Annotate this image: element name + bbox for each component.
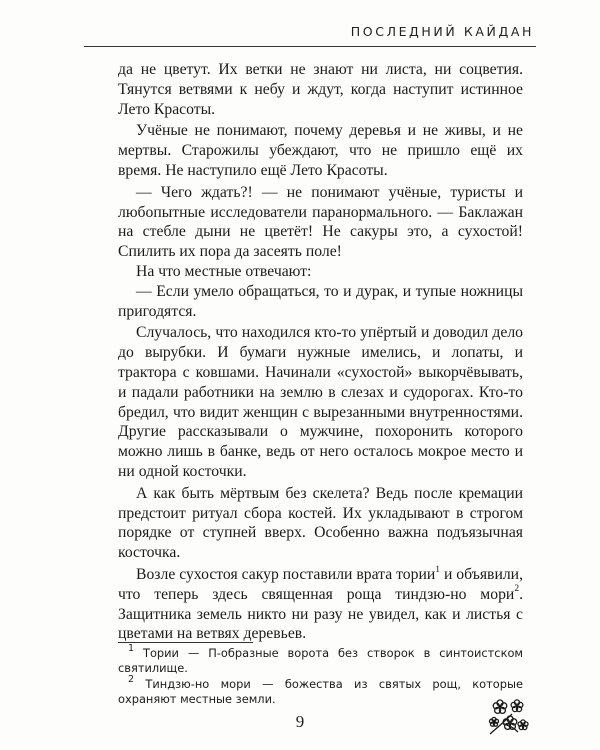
paragraph-6: Случалось, что находился кто-то упёртый и доводил дело до вырубки. И бумаги нужные имелись, и лопаты, и трактора с ковшами. Начинали «сухостой» выкорчёвывать, и падали работники на землю в слезах и судорогах. Кто-то бредил, что видит женщин с вырезанными внутренностями. Другие рассказывали о мужчине, похоронить которого можно лишь в банке, ведь от него осталось мокрое место и ни одной косточки. — [118, 324, 523, 480]
paragraph-2: Учёные не понимают, почему деревья и не живы, и не мертвы. Старожилы убеждают, что не пришло ещё их время. Не наступило ещё Лето Красоты. — [118, 122, 523, 179]
paragraph-8-part-1: Возле сухостоя сакур поставили врата тории — [136, 565, 436, 583]
paragraph-8-part-2: и объявили, что теперь здесь священная роща тиндзю-но мори — [118, 565, 523, 603]
footnote-2-text: Тиндзю-но мори — божества из святых рощ, которые охраняют местные земли. — [118, 677, 523, 706]
main-text — [118, 60, 523, 644]
sakura-flowers-icon — [486, 694, 530, 738]
footnote-1-mark: 1 — [128, 643, 135, 655]
page-number: 9 — [295, 712, 305, 731]
footnote-2 — [118, 674, 523, 707]
footnote-ref-1: 1 — [435, 564, 440, 575]
paragraph-8 — [118, 565, 523, 644]
paragraph-8-part-3: . Защитника земель никто ни разу не увидел, как и листья с цветами на ветвях деревьев. — [118, 585, 523, 643]
header-rule — [84, 46, 536, 47]
footnote-ref-2: 2 — [514, 584, 520, 595]
footnote-1-text: Тории — П-образные ворота без створок в синтоистском святилище. — [118, 646, 524, 675]
paragraph-3: — Чего ждать?! — не понимают учёные, туристы и любопытные исследователи паранормального. — Баклажан на стебле дыни не цветёт! Не сакуры это, а сухостой! Спилить их пора да засеять поле! — [118, 183, 523, 261]
footnotes — [118, 643, 524, 707]
paragraph-1: да не цветут. Их ветки не знают ни листа, ни соцветия. Тянутся ветвями к небу и ждут, когда наступит истинное Лето Красоты. — [118, 61, 523, 118]
footnote-rule — [118, 642, 253, 643]
paragraph-7: А как быть мёртвым без скелета? Ведь после кремации предстоит ритуал сбора костей. Их укладывают в строгом порядке от ступней вверх. Особенно важна подъязычная косточка. — [118, 484, 523, 562]
paragraph-4: На что местные отвечают: — [136, 262, 312, 280]
footnote-1 — [118, 643, 524, 676]
running-header: ПОСЛЕДНИЙ КАЙДАН — [350, 24, 534, 39]
paragraph-5: — Если умело обращаться, то и дурак, и тупые ножницы пригодятся. — [118, 282, 523, 320]
footnote-2-mark: 2 — [128, 674, 135, 686]
